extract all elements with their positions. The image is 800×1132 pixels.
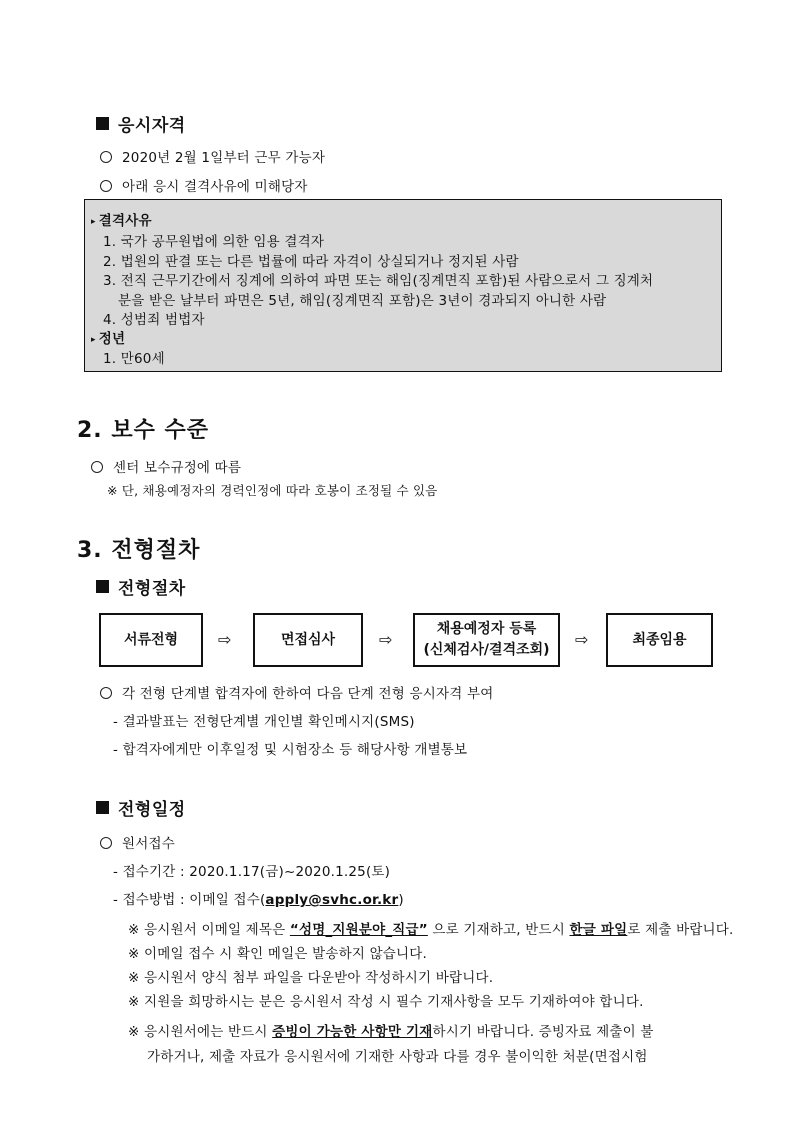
note-text: ※ 응시원서 이메일 제목은	[128, 922, 290, 938]
disqualification-box	[84, 199, 722, 372]
note-text: ※ 응시원서에는 반드시	[128, 1024, 273, 1040]
disqualification-item: 4. 성범죄 범법자	[103, 312, 205, 328]
flow-step-registration-label: 채용예정자 등록	[436, 621, 537, 637]
right-arrow-icon: ⇨	[218, 630, 232, 649]
note-emphasis: 증빙이 가능한 사항만 기재	[272, 1024, 433, 1040]
schedule-period: - 접수기간 : 2020.1.17(금)~2020.1.25(토)	[113, 864, 391, 880]
triangle-bullet-icon: ▸	[91, 335, 96, 345]
procedure-sub-item: - 합격자에게만 이후일정 및 시험장소 등 해당사항 개별통보	[113, 742, 468, 758]
retirement-title: 정년	[98, 331, 126, 347]
disqualification-item: 2. 법원의 판결 또는 다른 법률에 따라 자격이 상실되거나 정지된 사람	[103, 254, 519, 270]
schedule-note-1	[128, 918, 734, 938]
triangle-bullet-icon: ▸	[91, 217, 96, 227]
circle-bullet-icon	[100, 151, 112, 163]
note-text: 로 제출 바랍니다.	[627, 922, 734, 938]
right-arrow-icon: ⇨	[379, 630, 393, 649]
circle-bullet-icon	[91, 461, 103, 473]
procedure-subheading: 전형절차	[118, 579, 186, 599]
schedule-method-suffix: )	[398, 892, 404, 908]
procedure-sub-item: - 결과발표는 전형단계별 개인별 확인메시지(SMS)	[113, 714, 415, 730]
schedule-note-3: ※ 응시원서 양식 첨부 파일을 다운받아 작성하시기 바랍니다.	[128, 970, 494, 986]
qualification-item-1	[100, 146, 325, 166]
flow-step-registration-sublabel: (신체검사/결격조회)	[423, 642, 550, 658]
disqualification-item: 3. 전직 근무기간에서 징계에 의하여 파면 또는 해임(징계면직 포함)된 사람으로서 그 징계처	[103, 273, 654, 289]
procedure-item	[100, 682, 493, 702]
schedule-method	[113, 888, 404, 908]
salary-note: ※ 단, 채용예정자의 경력인정에 따라 호봉이 조정될 수 있음	[107, 483, 438, 498]
square-bullet-icon	[96, 801, 109, 814]
schedule-note-5-continued: 가하거나, 제출 자료가 응시원서에 기재한 사항과 다를 경우 불이익한 처분(면접시험	[147, 1049, 648, 1065]
disqualification-title: 결격사유	[98, 213, 152, 229]
note-text: 으로 기재하고, 반드시	[427, 922, 570, 938]
square-bullet-icon	[96, 580, 109, 593]
procedure-item-text: 각 전형 단계별 합격자에 한하여 다음 단계 전형 응시자격 부여	[122, 686, 494, 702]
note-emphasis: 한글 파일	[569, 922, 628, 938]
circle-bullet-icon	[100, 837, 112, 849]
schedule-item	[100, 832, 175, 852]
flow-step-interview: 면접심사	[253, 613, 363, 667]
schedule-note-4: ※ 지원을 희망하시는 분은 응시원서 작성 시 필수 기재사항을 모두 기재하여야 합니다.	[128, 994, 644, 1010]
salary-item	[91, 456, 241, 476]
flow-step-registration	[413, 613, 560, 667]
schedule-method-prefix: - 접수방법 : 이메일 접수(	[113, 892, 266, 908]
retirement-heading	[91, 327, 125, 347]
schedule-heading: 전형일정	[118, 800, 186, 820]
schedule-note-5	[128, 1020, 654, 1040]
disqualification-item: 1. 국가 공무원법에 의한 임용 결격자	[103, 234, 325, 250]
flow-step-final-appointment: 최종임용	[606, 613, 713, 667]
email-link[interactable]: apply@svhc.or.kr	[265, 892, 399, 908]
square-bullet-icon	[96, 117, 109, 130]
retirement-item: 1. 만60세	[103, 351, 165, 367]
circle-bullet-icon	[100, 687, 112, 699]
qualification-heading: 응시자격	[118, 116, 186, 136]
right-arrow-icon: ⇨	[575, 630, 589, 649]
flow-step-document-screening: 서류전형	[99, 613, 203, 667]
schedule-note-2: ※ 이메일 접수 시 확인 메일은 발송하지 않습니다.	[128, 946, 428, 962]
salary-section-title: 2. 보수 수준	[77, 418, 209, 443]
circle-bullet-icon	[100, 180, 112, 192]
schedule-item-text: 원서접수	[122, 836, 175, 852]
note-text: 하시기 바랍니다. 증빙자료 제출이 불	[432, 1024, 654, 1040]
qualification-item-2	[100, 175, 308, 195]
procedure-section-title: 3. 전형절차	[77, 538, 201, 563]
disqualification-item: 분을 받은 날부터 파면은 5년, 해임(징계면직 포함)은 3년이 경과되지 아니한 사람	[118, 293, 607, 309]
qualification-item-2-text: 아래 응시 결격사유에 미해당자	[122, 179, 308, 195]
note-emphasis: “성명_지원분야_직급”	[289, 922, 428, 938]
salary-item-text: 센터 보수규정에 따름	[113, 460, 242, 476]
disqualification-heading	[91, 209, 152, 229]
qualification-item-1-text: 2020년 2월 1일부터 근무 가능자	[122, 150, 326, 166]
